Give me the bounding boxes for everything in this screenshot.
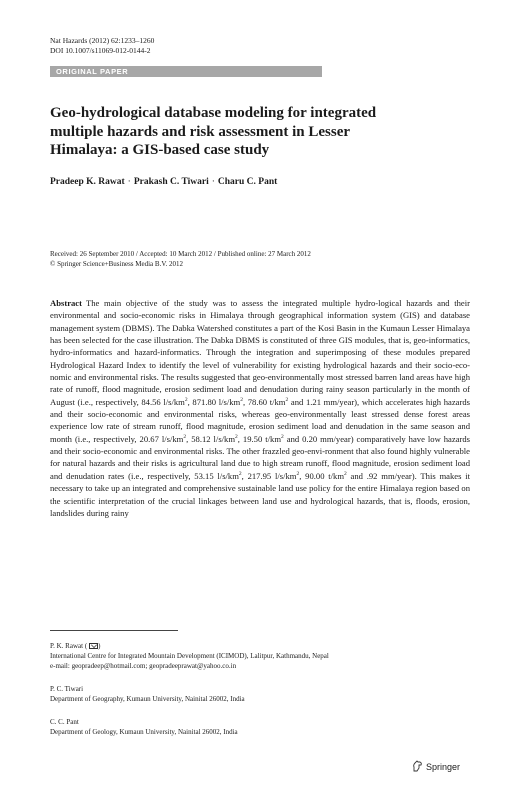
- superscript: 2: [184, 396, 188, 403]
- superscript: 2: [240, 396, 243, 403]
- superscript: 2: [344, 470, 347, 477]
- history-dates: Received: 26 September 2010 / Accepted: 10 March 2012 / Published online: 27 March 2012: [50, 250, 311, 258]
- affiliation-rawat: P. K. Rawat ( ) International Centre for Integrated Mountain Development (ICIMOD), Lalitpur, Kathmandu, Nepal e-mail: geopradeep@hotmail.com; geopradeeprawat@yahoo.co.in: [50, 641, 470, 671]
- author-separator: ·: [127, 177, 131, 187]
- abstract-text: and 0.20 mm/year) comparatively have low hazards and their socio-economic and environmental risks. The other frazzled geo-envi-ronment that also found highly vulnerable for natural hazards and their risks is agricultural land due to high stream runoff, flood magnitude, erosion sediment load and denudation rates (i.e., respectively, 53.15 l/s/km: [50, 433, 471, 481]
- title-line: Geo-hydrological database modeling for integrated: [50, 105, 377, 121]
- affiliation-pant: [50, 717, 470, 737]
- abstract-text: , 19.50 t/km: [237, 433, 282, 444]
- journal-doi: DOI 10.1007/s11069-012-0144-2: [50, 46, 151, 55]
- journal-meta: [50, 36, 154, 56]
- abstract-text: and .92 mm/year). This makes it necessary to take up an integrated and comprehensive sustainable land use policy for the entire Himalaya region based on the scientific interpretation of the crucial linkages between land use and hydrological hazards, that is, floods, erosion, landslides during rainy: [50, 470, 470, 518]
- affiliation-line: International Centre for Integrated Mountain Development (ICIMOD), Lalitpur, Kathmandu, Nepal: [50, 652, 329, 660]
- abstract-text: , 58.12 l/s/km: [186, 433, 236, 444]
- author-name: Charu C. Pant: [217, 177, 278, 187]
- abstract-text: and 1.21 mm/year), which accelerates high hazards and their socio-economic and environmental risks, whereas geo-environmentally least stressed dense forest areas experience low rate of stream runoff, flood magnitude, erosion sediment load and denudation in the same season and month (i.e., respectively, 20.67 l/s/km: [50, 396, 470, 444]
- abstract-text: , 90.00 t/km: [299, 470, 345, 481]
- superscript: 2: [296, 470, 300, 477]
- publication-dates: [50, 249, 311, 269]
- abstract-text: , 871.80 l/s/km: [187, 396, 241, 407]
- title-line: Himalaya: a GIS-based case study: [50, 142, 270, 158]
- superscript: 2: [281, 433, 284, 440]
- journal-citation: Nat Hazards (2012) 62:1233–1260: [50, 36, 155, 45]
- affiliation-line: Department of Geography, Kumaun University, Nainital 26002, India: [50, 695, 245, 703]
- springer-horse-icon: [412, 760, 423, 772]
- superscript: 2: [235, 433, 238, 440]
- affiliation-line: Department of Geology, Kumaun University, Nainital 26002, India: [50, 728, 238, 736]
- abstract: [50, 297, 470, 519]
- abstract-label: Abstract: [50, 298, 82, 308]
- superscript: 2: [285, 396, 289, 403]
- affiliation-email: e-mail: geopradeep@hotmail.com; geopradeeprawat@yahoo.co.in: [50, 662, 237, 670]
- publisher-name: Springer: [426, 762, 461, 772]
- author-list: [50, 176, 470, 188]
- publisher-logo: [412, 760, 460, 773]
- affiliation-author: C. C. Pant: [50, 718, 79, 726]
- superscript: 2: [183, 433, 187, 440]
- title-line: multiple hazards and risk assessment in Lesser: [50, 123, 351, 140]
- author-name: Prakash C. Tiwari: [133, 177, 209, 187]
- author-name: Pradeep K. Rawat: [50, 177, 125, 187]
- envelope-icon: [89, 643, 98, 649]
- abstract-text: The main objective of the study was to assess the integrated multiple hydro-logical hazards and their environmental and socio-economic risks in Himalaya through geographical information system (GIS) and database management system (DBMS). The Dabka Watershed constitutes a part of the Kosi Basin in the Kumaun Lesser Himalaya has been selected for the case illustration. The Dabka DBMS is constituted of three GIS modules, that is, geo-informatics, hydro-informatics and hazard-informatics. Through the integration and superimposing of these modules prepared Hydrological Hazard Index to identify the level of vulnerability for existing hydrological hazards and their socio-eco-nomic and environmental risks. The results suggested that geo-environmentally most stressed barren land areas have high rate of runoff, flood magnitude, erosion sediment load and denudation during rainy season particularly in the month of August (i.e., respectively, 84.56 l/s/km: [50, 298, 470, 407]
- paper-title: [50, 104, 440, 160]
- author-separator: ·: [211, 177, 215, 187]
- affiliation-tiwari: [50, 684, 470, 704]
- article-type-banner: ORIGINAL PAPER: [50, 66, 322, 77]
- superscript: 2: [238, 470, 242, 477]
- affiliation-author: P. C. Tiwari: [50, 685, 84, 693]
- affiliation-author: P. K. Rawat: [50, 642, 84, 650]
- abstract-text: , 78.60 t/km: [242, 396, 286, 407]
- footnote-divider: [50, 630, 178, 631]
- abstract-text: , 217.95 l/s/km: [241, 470, 297, 481]
- copyright: © Springer Science+Business Media B.V. 2012: [50, 260, 183, 268]
